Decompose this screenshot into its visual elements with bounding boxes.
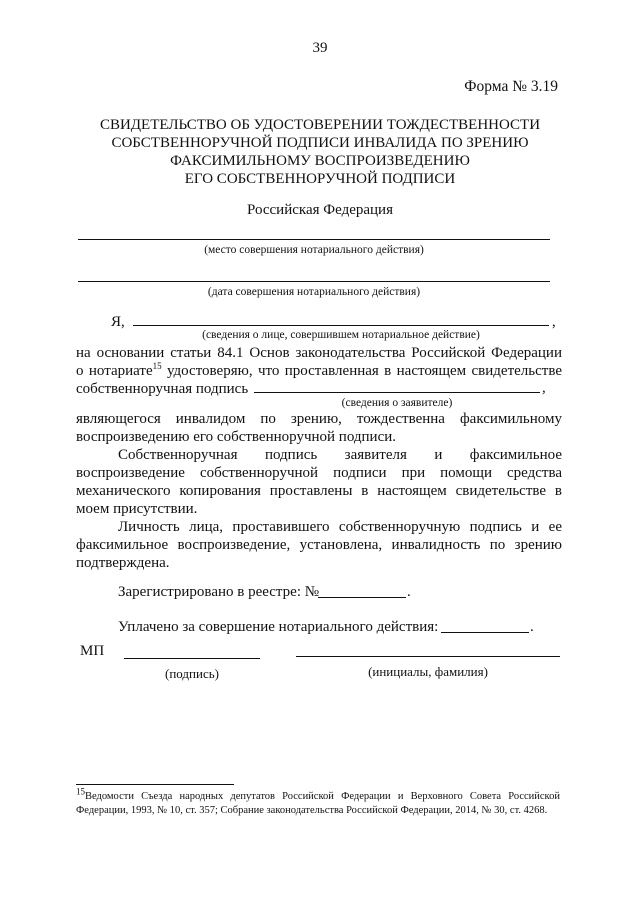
ya-label: Я, (111, 314, 125, 330)
registry-label: Зарегистрировано в реестре: № (118, 584, 320, 600)
initials-line (296, 656, 560, 657)
period: . (530, 619, 534, 635)
form-number: Форма № 3.19 (464, 78, 558, 95)
place-caption: (место совершения нотариального действия) (204, 244, 424, 256)
text-fragment: о нотариате (76, 363, 153, 379)
paragraph-line: на основании статьи 84.1 Основ законодательства Российской Федерации (76, 345, 562, 361)
verification-paragraph: Личность лица, проставившего собственноручную подпись и ее факсимильное воспроизведение, установлена, инвалидность по зрению подтверждена. (76, 519, 562, 571)
paid-label: Уплачено за совершение нотариального действия: (118, 619, 439, 635)
footnote-reference: 15 (152, 361, 162, 371)
title-line: ЕГО СОБСТВЕННОРУЧНОЙ ПОДПИСИ (184, 171, 456, 187)
date-caption: (дата совершения нотариального действия) (207, 286, 421, 298)
signature-blank-line (254, 392, 540, 393)
footnote-number: 15 (76, 786, 85, 797)
date-blank-line (78, 281, 550, 282)
document-title (70, 116, 570, 188)
applicant-caption: (сведения о заявителе) (341, 397, 453, 409)
footnote-text: Ведомости Съезда народных депутатов Российской Федерации и Верховного Совета Российской Федерации, 1993, № 10, ст. 357; Собрание законодательства Российской Федерации, 2014, № 30, ст. 4268. (76, 791, 560, 816)
country-name: Российская Федерация (247, 202, 393, 218)
title-line: СВИДЕТЕЛЬСТВО ОБ УДОСТОВЕРЕНИИ ТОЖДЕСТВЕННОСТИ (99, 117, 541, 133)
paragraph-line (76, 362, 562, 380)
registry-number-line (318, 597, 406, 598)
period: . (407, 584, 411, 600)
certification-paragraph (76, 344, 562, 398)
page-number: 39 (312, 40, 328, 56)
footnote (76, 786, 560, 818)
title-line: ФАКСИМИЛЬНОМУ ВОСПРОИЗВЕДЕНИЮ (170, 153, 470, 169)
initials-caption: (инициалы, фамилия) (368, 664, 488, 679)
comma: , (552, 314, 556, 330)
presence-paragraph: Собственноручная подпись заявителя и факсимильное воспроизведение собственноручной подписи при помощи средства механического копирования проставлены в настоящем свидетельстве в моем присутствии. (76, 447, 562, 517)
comma: , (542, 380, 546, 396)
notary-blank-line (133, 325, 549, 326)
paragraph-line: собственноручная подпись (76, 381, 249, 397)
signature-line (124, 658, 260, 659)
text-fragment: удостоверяю, что проставленная в настоящем свидетельстве (161, 363, 562, 379)
place-blank-line (78, 239, 550, 240)
identity-paragraph: являющегося инвалидом по зрению, тождественна факсимильному воспроизведению его собственноручной подписи. (76, 411, 562, 445)
title-line: СОБСТВЕННОРУЧНОЙ ПОДПИСИ ИНВАЛИДА ПО ЗРЕНИЮ (111, 135, 529, 151)
footnote-separator (76, 784, 234, 785)
signature-caption: (подпись) (165, 666, 219, 681)
paid-amount-line (441, 632, 529, 633)
seal-mark: МП (80, 643, 105, 659)
person-caption: (сведения о лице, совершившем нотариальное действие) (202, 329, 480, 341)
